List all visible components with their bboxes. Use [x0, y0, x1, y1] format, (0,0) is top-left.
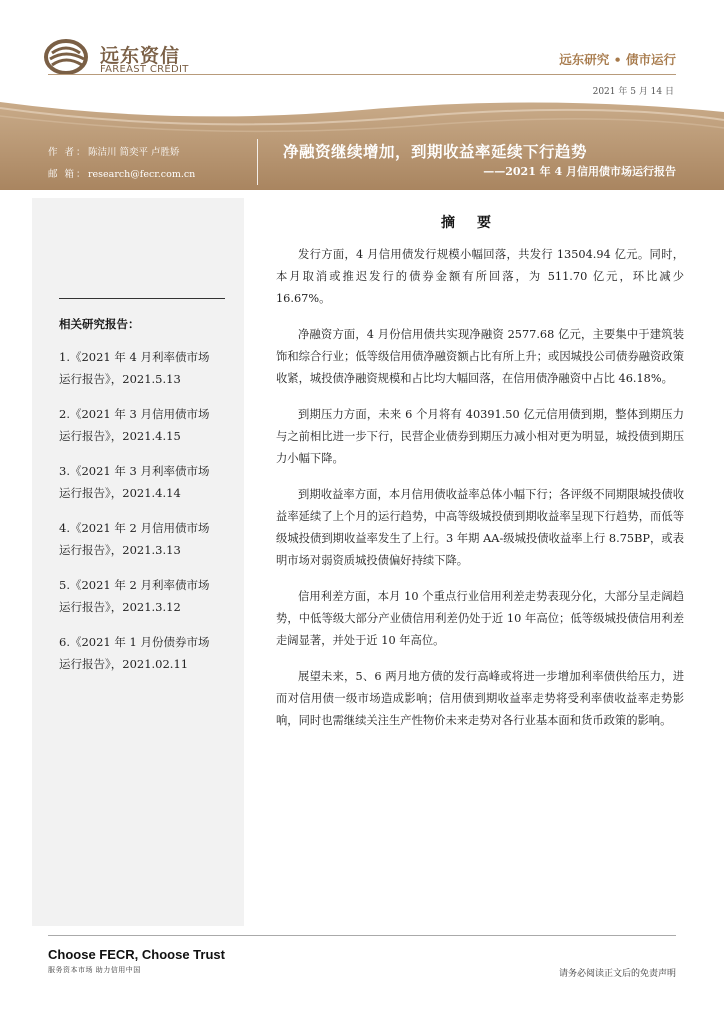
author-info	[48, 142, 195, 186]
logo-text-cn: 远东资信	[100, 45, 181, 67]
authors: 陈洁川 简奕平 卢胜娇	[88, 147, 180, 158]
abstract-paragraph: 展望未来，5、6 两月地方债的发行高峰或将进一步增加利率债供给压力，进而对信用债一级市场造成影响；信用债到期收益率走势将受利率债收益率走势影响，同时也需继续关注生产性物价未来走势对各行业基本面和货币政策的影响。	[276, 670, 684, 727]
related-report-item[interactable]: 4.《2021 年 2 月信用债市场 运行报告》，2021.3.13	[59, 521, 210, 557]
abstract-heading: 摘要	[441, 215, 513, 231]
disclaimer-note[interactable]: 请务必阅读正文后的免责声明	[558, 969, 676, 979]
sidebar-rule	[59, 298, 225, 299]
report-series: 远东研究 • 债市运行	[559, 52, 676, 67]
email-label: 邮 箱：	[48, 169, 88, 180]
abstract-paragraph: 净融资方面，4 月份信用债共实现净融资 2577.68 亿元，主要集中于建筑装饰和综合行业；低等级信用债净融资额占比有所上升；或因城投公司债券融资政策收紧，城投债净融资规模和占比均大幅回落，在信用债净融资中占比 46.18%。	[276, 328, 684, 385]
logo	[44, 39, 194, 75]
related-report-item[interactable]: 2.《2021 年 3 月信用债市场 运行报告》，2021.4.15	[59, 407, 210, 443]
header-divider	[48, 74, 676, 75]
sidebar	[32, 198, 244, 926]
footer-slogan-cn: 服务资本市场 助力信用中国	[48, 966, 141, 974]
related-report-item[interactable]: 6.《2021 年 1 月份债券市场 运行报告》，2021.02.11	[59, 635, 210, 671]
footer-divider	[48, 935, 676, 936]
author-label: 作 者：	[48, 147, 88, 158]
banner-divider	[257, 139, 258, 185]
abstract-paragraph: 信用利差方面，本月 10 个重点行业信用利差走势表现分化，大部分呈走阔趋势，中低等级大部分产业债信用利差仍处于近 10 年高位；低等级城投债信用利差走阔显著，并处于近 10 年高位。	[276, 590, 684, 647]
abstract-paragraph: 发行方面，4 月信用债发行规模小幅回落，共发行 13504.94 亿元。同时，本月取消或推迟发行的债券金额有所回落，为 511.70 亿元，环比减少 16.67%。	[276, 248, 684, 305]
footer-slogan: Choose FECR, Choose Trust	[48, 947, 225, 962]
related-reports-list	[59, 346, 239, 688]
related-report-item[interactable]: 5.《2021 年 2 月利率债市场 运行报告》，2021.3.12	[59, 578, 210, 614]
related-reports-heading: 相关研究报告：	[59, 317, 140, 331]
abstract-body	[276, 244, 684, 746]
abstract-paragraph: 到期收益率方面，本月信用债收益率总体小幅下行；各评级不同期限城投债收益率延续了上个月的运行趋势，中高等级城投债到期收益率呈现下行趋势，而低等级城投债到期收益率发生了上行。3 年期 AA-级城投债收益率上行 8.75BP，或表明市场对弱资质城投债偏好持续下降。	[276, 488, 684, 567]
fareast-logo-icon	[44, 39, 94, 75]
email-link[interactable]: research@fecr.com.cn	[88, 169, 196, 180]
related-report-item[interactable]: 1.《2021 年 4 月利率债市场 运行报告》，2021.5.13	[59, 350, 210, 386]
report-date: 2021 年 5 月 14 日	[592, 87, 674, 97]
report-title: 净融资继续增加，到期收益率延续下行趋势	[283, 142, 588, 161]
related-report-item[interactable]: 3.《2021 年 3 月利率债市场 运行报告》，2021.4.14	[59, 464, 210, 500]
abstract-paragraph: 到期压力方面，未来 6 个月将有 40391.50 亿元信用债到期，整体到期压力与之前相比进一步下行，民营企业债券到期压力减小相对更为明显，城投债到期压力小幅下降。	[276, 408, 684, 465]
report-subtitle: ——2021 年 4 月信用债市场运行报告	[483, 165, 676, 178]
logo-text-en: FAREAST CREDIT	[100, 64, 189, 75]
